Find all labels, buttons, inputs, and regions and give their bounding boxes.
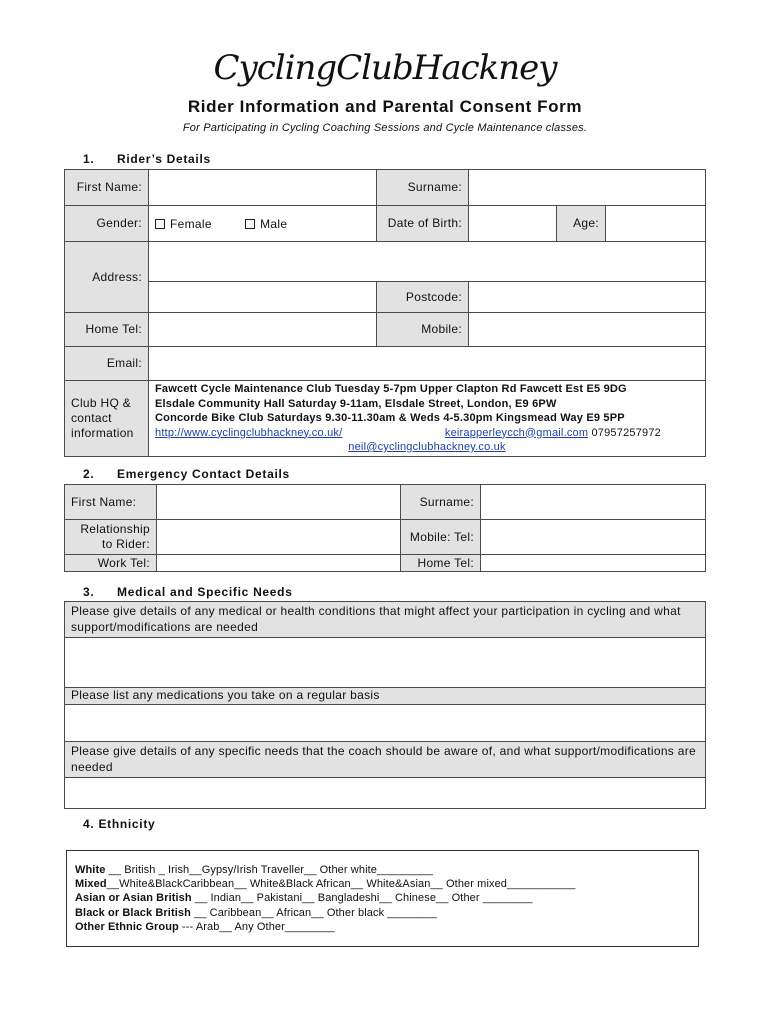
club-logo: CyclingClubHackney bbox=[213, 48, 557, 88]
female-label: Female bbox=[170, 216, 212, 231]
ethnicity-box bbox=[66, 850, 699, 947]
ethnicity-row-white[interactable]: White __ British _ Irish__Gypsy/Irish Traveller__ Other white_________ bbox=[75, 864, 433, 876]
specific-needs-field[interactable] bbox=[65, 778, 706, 809]
ec-relationship-label: Relationship to Rider: bbox=[65, 520, 157, 555]
specific-needs-question: Please give details of any specific needs that the coach should be aware of, and what support/modifications are needed bbox=[65, 742, 706, 778]
club-hq-label: Club HQ & contact information bbox=[65, 381, 149, 457]
medications-question: Please list any medications you take on a regular basis bbox=[65, 688, 706, 705]
age-field[interactable] bbox=[606, 206, 706, 242]
medical-needs-table bbox=[64, 601, 706, 809]
ec-relationship-field[interactable] bbox=[157, 520, 401, 555]
ec-first-name-label: First Name: bbox=[65, 485, 157, 520]
medical-conditions-field[interactable] bbox=[65, 638, 706, 688]
home-tel-label: Home Tel: bbox=[65, 313, 149, 347]
address-field-continued[interactable] bbox=[149, 282, 377, 313]
email-field[interactable] bbox=[149, 347, 706, 381]
emergency-contact-table bbox=[64, 484, 706, 572]
club-line-elsdale: Elsdale Community Hall Saturday 9-11am, Elsdale Street, London, E9 6PW bbox=[155, 397, 557, 410]
surname-label: Surname: bbox=[377, 170, 469, 206]
dob-label: Date of Birth: bbox=[377, 206, 469, 242]
phone-number: 07957257972 bbox=[591, 426, 661, 439]
section-2-heading bbox=[83, 467, 290, 481]
ec-surname-label: Surname: bbox=[401, 485, 481, 520]
section-1-heading bbox=[83, 152, 211, 166]
home-tel-field[interactable] bbox=[149, 313, 377, 347]
ethnicity-row-asian[interactable]: Asian or Asian British __ Indian__ Pakistani__ Bangladeshi__ Chinese__ Other ________ bbox=[75, 892, 533, 905]
section-4-heading: 4. Ethnicity bbox=[83, 817, 156, 831]
female-checkbox[interactable] bbox=[155, 219, 165, 229]
age-label: Age: bbox=[557, 206, 606, 242]
surname-field[interactable] bbox=[469, 170, 706, 206]
ec-mobile-field[interactable] bbox=[481, 520, 706, 555]
ec-work-tel-field[interactable] bbox=[157, 555, 401, 572]
male-checkbox[interactable] bbox=[245, 219, 255, 229]
gender-label: Gender: bbox=[65, 206, 149, 242]
postcode-field[interactable] bbox=[469, 282, 706, 313]
medications-field[interactable] bbox=[65, 705, 706, 742]
first-name-field[interactable] bbox=[149, 170, 377, 206]
form-subtitle: For Participating in Cycling Coaching Sessions and Cycle Maintenance classes. bbox=[182, 122, 588, 134]
section-number: 2. bbox=[83, 467, 95, 481]
ec-mobile-label: Mobile: Tel: bbox=[401, 520, 481, 555]
mobile-label: Mobile: bbox=[377, 313, 469, 347]
email-link-keir[interactable]: keirapperleycch@gmail.com bbox=[444, 426, 589, 439]
club-line-concorde: Concorde Bike Club Saturdays 9.30-11.30am & Weds 4-5.30pm Kingsmead Way E9 5PP bbox=[155, 412, 625, 424]
male-label: Male bbox=[260, 216, 288, 231]
address-label: Address: bbox=[65, 242, 149, 313]
address-field[interactable] bbox=[149, 242, 706, 282]
section-3-heading bbox=[83, 585, 293, 599]
section-number: 1. bbox=[83, 152, 95, 166]
email-link-neil[interactable]: neil@cyclingclubhackney.co.uk bbox=[348, 441, 506, 453]
first-name-label: First Name: bbox=[65, 170, 149, 206]
medical-conditions-question: Please give details of any medical or health conditions that might affect your participation in cycling and what support/modifications are needed bbox=[65, 602, 706, 638]
club-line-fawcett: Fawcett Cycle Maintenance Club Tuesday 5-7pm Upper Clapton Rd Fawcett Est E5 9DG bbox=[155, 383, 627, 395]
riders-details-table bbox=[64, 169, 706, 457]
section-title: Medical and Specific Needs bbox=[117, 585, 293, 599]
ec-home-tel-field[interactable] bbox=[481, 555, 706, 572]
form-title: Rider Information and Parental Consent Form bbox=[187, 97, 583, 116]
mobile-field[interactable] bbox=[469, 313, 706, 347]
website-link[interactable]: http://www.cyclingclubhackney.co.uk/ bbox=[155, 426, 343, 439]
postcode-label: Postcode: bbox=[377, 282, 469, 313]
ethnicity-row-mixed[interactable]: Mixed__White&BlackCaribbean__ White&Black African__ White&Asian__ Other mixed___________ bbox=[75, 878, 576, 891]
section-title: Rider’s Details bbox=[117, 152, 211, 166]
email-label: Email: bbox=[65, 347, 149, 381]
dob-field[interactable] bbox=[469, 206, 557, 242]
section-number: 3. bbox=[83, 585, 95, 599]
ethnicity-row-other[interactable]: Other Ethnic Group --- Arab__ Any Other________ bbox=[75, 920, 335, 933]
ec-first-name-field[interactable] bbox=[157, 485, 401, 520]
ethnicity-row-black[interactable]: Black or Black British __ Caribbean__ African__ Other black ________ bbox=[75, 906, 438, 919]
section-title: Emergency Contact Details bbox=[117, 467, 290, 481]
ec-home-tel-label: Home Tel: bbox=[401, 555, 481, 572]
club-hq-info bbox=[149, 381, 706, 457]
ec-work-tel-label: Work Tel: bbox=[65, 555, 157, 572]
ec-surname-field[interactable] bbox=[481, 485, 706, 520]
gender-options bbox=[149, 206, 377, 242]
